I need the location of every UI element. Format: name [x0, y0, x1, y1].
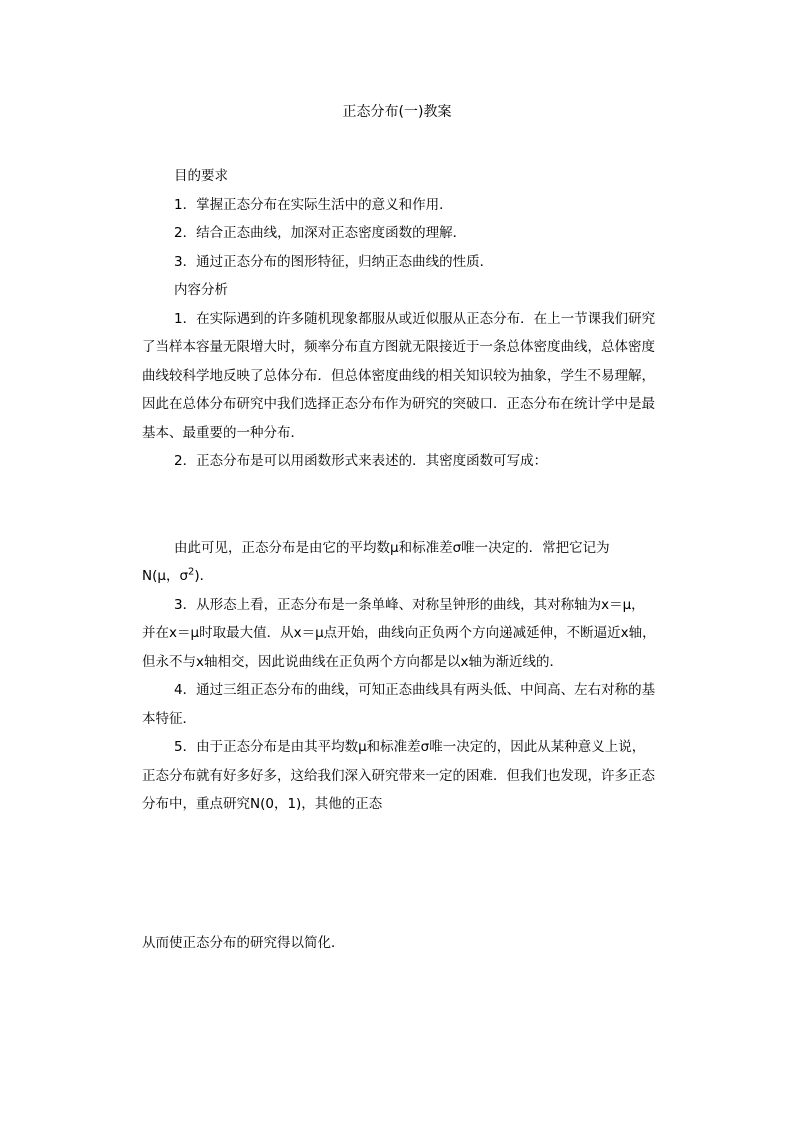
goals-heading: 目的要求 [174, 168, 228, 184]
analysis-item-2: 2．正态分布是可以用函数形式来表述的．其密度函数可写成： [174, 453, 548, 469]
analysis-item-5: 5．由于正态分布是由其平均数μ和标准差σ唯一决定的，因此从某种意义上说，正态分布就有好多好多，这给我们深入研究带来一定的困难．但我们也发现，许多正态分布中，重点研究N(0，1)，其他的正态 [142, 739, 655, 812]
goal-item-2: 2．结合正态曲线，加深对正态密度函数的理解． [174, 225, 467, 241]
notation-sigma: σ [179, 568, 189, 584]
document-body [142, 162, 657, 957]
goal-item-1: 1．掌握正态分布在实际生活中的意义和作用． [174, 196, 453, 213]
determined-text: 由此可见，正态分布是由它的平均数μ和标准差σ唯一决定的．常把它记为 [174, 539, 610, 556]
analysis-heading: 内容分析 [174, 282, 228, 298]
analysis-item-4: 4．通过三组正态分布的曲线，可知正态曲线具有两头低、中间高、左右对称的基本特征． [142, 682, 656, 727]
notation-exponent: 2 [188, 566, 195, 578]
analysis-item-3: 3．从形态上看，正态分布是一条单峰、对称呈钟形的曲线，其对称轴为x＝μ，并在x＝μ时取最大值．从x＝μ点开始，曲线向正负两个方向递减延伸，不断逼近x轴，但永不与x轴相交，因此说曲线在正负两个方向都是以x轴为渐近线的． [142, 596, 656, 670]
analysis-item-1: 1．在实际遇到的许多随机现象都服从或近似服从正态分布．在上一节课我们研究了当样本容量无限增大时，频率分布直方图就无限接近于一条总体密度曲线，总体密度曲线较科学地反映了总体分布．但总体密度曲线的相关知识较为抽象，学生不易理解，因此在总体分布研究中我们选择正态分布作为研究的突破口．正态分布在统计学中是最基本、最重要的一种分布． [142, 310, 656, 441]
notation-suffix: )． [194, 568, 214, 584]
document-title: 正态分布(一)教案 [342, 104, 452, 120]
closing-text: 从而使正态分布的研究得以简化． [142, 934, 345, 951]
figure-placeholder [142, 819, 657, 929]
notation-prefix: N(μ， [142, 568, 180, 584]
goal-item-3: 3．通过正态分布的图形特征，归纳正态曲线的性质． [174, 253, 494, 270]
normal-notation [142, 562, 657, 591]
formula-placeholder [142, 476, 657, 534]
